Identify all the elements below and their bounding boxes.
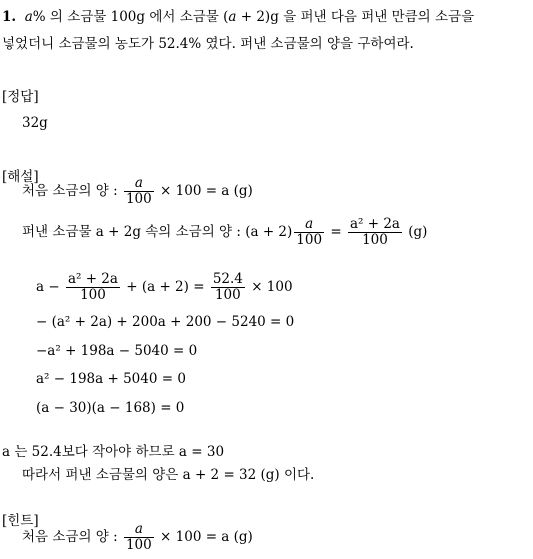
equation-1-part-c: × 100	[251, 279, 293, 295]
problem-var-a: a	[24, 9, 33, 25]
fraction-a2-plus-2a-over-100	[348, 217, 402, 248]
equation-1-part-a: a −	[36, 279, 60, 295]
fraction-52-4-over-100	[211, 272, 245, 303]
fraction-a-over-100	[124, 522, 154, 553]
fraction-denominator: 100	[80, 287, 106, 303]
equals-sign: =	[330, 224, 342, 240]
hint-label: [힌트]	[2, 513, 39, 529]
problem-line-1	[2, 8, 474, 26]
fraction-numerator: a	[124, 522, 154, 538]
fraction-numerator: a² + 2a	[67, 271, 118, 287]
equation-1	[36, 270, 293, 304]
hint-suffix: × 100 = a (g)	[160, 529, 253, 545]
conclusion-line-2: 따라서 퍼낸 소금물의 양은 a + 2 = 32 (g) 이다.	[22, 467, 315, 483]
step-initial-salt-prefix: 처음 소금의 양 :	[22, 183, 122, 199]
answer-label: [정답]	[2, 89, 39, 105]
fraction-numerator: a	[294, 217, 324, 233]
fraction-denominator: 100	[296, 232, 323, 248]
unit-grams: (g)	[408, 224, 428, 240]
fraction-numerator: a² + 2a	[349, 216, 400, 232]
problem-text-1d: + 2)g 을 퍼낸 다음 퍼낸 만큼의 소금을	[236, 9, 475, 25]
answer-value: 32g	[22, 115, 48, 131]
hint-prefix: 처음 소금의 양 :	[22, 529, 122, 545]
fraction-numerator: a	[124, 176, 154, 192]
fraction-a-over-100	[294, 217, 324, 248]
fraction-denominator: 100	[125, 191, 152, 207]
step-initial-salt-suffix: × 100 = a (g)	[160, 183, 253, 199]
explanation-label: [해설]	[2, 169, 39, 185]
conclusion-line-1: a 는 52.4보다 작아야 하므로 a = 30	[2, 444, 225, 460]
fraction-numerator: 52.4	[212, 271, 243, 287]
hint-initial-salt	[22, 520, 253, 554]
step-initial-salt	[22, 174, 253, 208]
equation-4: a² − 198a + 5040 = 0	[36, 371, 186, 387]
equation-5: (a − 30)(a − 168) = 0	[36, 400, 185, 416]
fraction-a-over-100	[124, 176, 154, 207]
step-removed-salt	[22, 215, 427, 249]
fraction-denominator: 100	[362, 232, 388, 248]
fraction-denominator: 100	[214, 287, 241, 303]
problem-number: 1.	[2, 9, 17, 25]
equation-3: −a² + 198a − 5040 = 0	[36, 343, 198, 359]
equation-2: − (a² + 2a) + 200a + 200 − 5240 = 0	[36, 314, 295, 330]
problem-line-2: 넣었더니 소금물의 농도가 52.4% 였다. 퍼낸 소금물의 양을 구하여라.	[2, 36, 414, 52]
equation-1-part-b: + (a + 2) =	[126, 279, 205, 295]
problem-var-a-2: a	[228, 9, 237, 25]
problem-text-1b: % 의 소금물 100g 에서 소금물 (	[32, 9, 229, 25]
fraction-denominator: 100	[125, 537, 152, 553]
step-removed-salt-prefix: 퍼낸 소금물 a + 2g 속의 소금의 양 : (a + 2)	[22, 224, 293, 240]
fraction-a2-plus-2a-over-100	[66, 272, 120, 303]
